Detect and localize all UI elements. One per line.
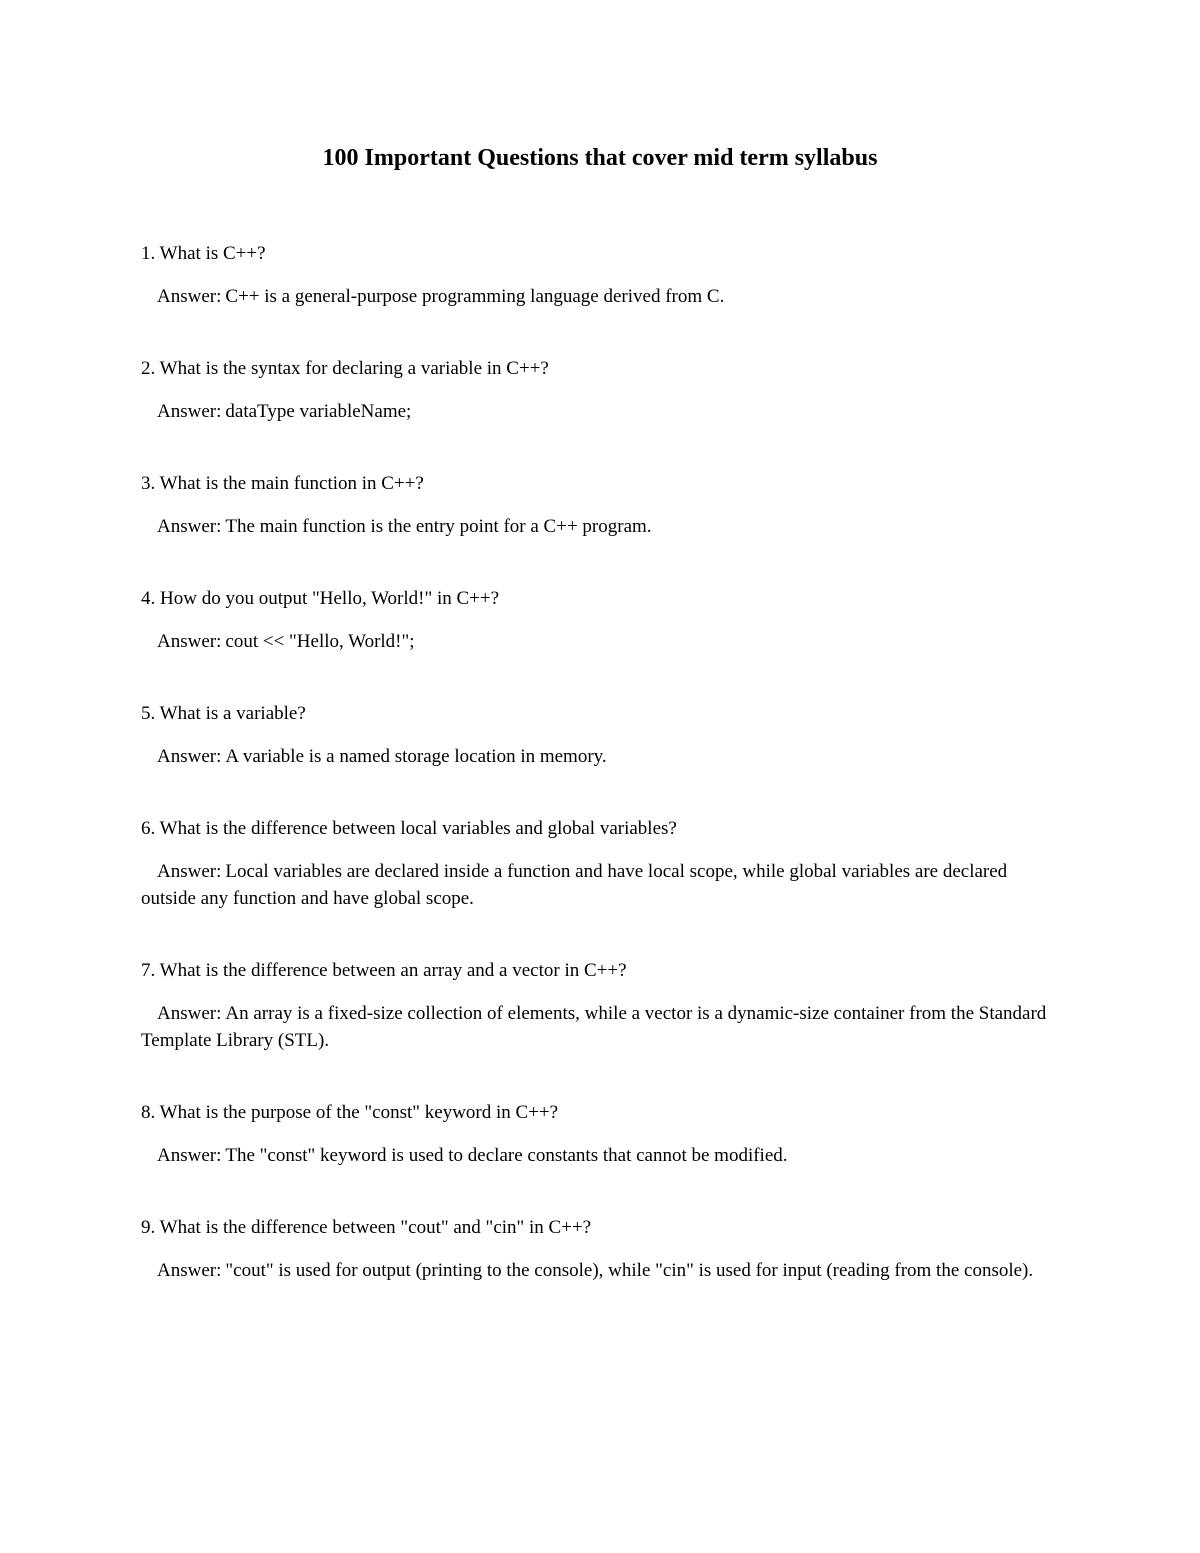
qa-item	[141, 815, 1061, 912]
answer-text	[141, 628, 1061, 655]
question-text	[141, 240, 1061, 267]
answer-label: Answer:	[157, 1145, 222, 1166]
question-body: How do you output "Hello, World!" in C++?	[160, 588, 500, 609]
question-body: What is the difference between "cout" and "cin" in C++?	[159, 1217, 592, 1238]
question-text	[141, 355, 1061, 382]
question-number: 2.	[141, 358, 156, 379]
qa-item	[141, 355, 1061, 425]
question-body: What is the difference between local variables and global variables?	[159, 818, 677, 839]
answer-label: Answer:	[157, 401, 222, 422]
answer-label: Answer:	[157, 1003, 222, 1024]
question-body: What is the syntax for declaring a variable in C++?	[159, 358, 549, 379]
question-body: What is a variable?	[159, 703, 306, 724]
answer-body: C++ is a general-purpose programming language derived from C.	[225, 286, 725, 307]
answer-label: Answer:	[157, 286, 222, 307]
qa-item	[141, 957, 1061, 1054]
answer-text	[141, 1257, 1061, 1284]
qa-item	[141, 470, 1061, 540]
answer-label: Answer:	[157, 746, 222, 767]
question-number: 5.	[141, 703, 156, 724]
question-text	[141, 470, 1061, 497]
question-text	[141, 957, 1061, 984]
answer-text	[141, 743, 1061, 770]
answer-body: Local variables are declared inside a function and have local scope, while global variables are declared outside any function and have global scope.	[141, 861, 1008, 909]
answer-label: Answer:	[157, 516, 222, 537]
answer-body: The "const" keyword is used to declare constants that cannot be modified.	[225, 1145, 788, 1166]
question-text	[141, 1099, 1061, 1126]
answer-body: A variable is a named storage location in memory.	[225, 746, 607, 767]
qa-item	[141, 585, 1061, 655]
answer-body: "cout" is used for output (printing to the console), while "cin" is used for input (reading from the console).	[225, 1260, 1034, 1281]
answer-text	[141, 1142, 1061, 1169]
question-text	[141, 815, 1061, 842]
answer-text	[141, 398, 1061, 425]
question-number: 4.	[141, 588, 156, 609]
qa-item	[141, 1099, 1061, 1169]
answer-body: An array is a fixed-size collection of elements, while a vector is a dynamic-size container from the Standard Template Library (STL).	[141, 1003, 1047, 1051]
question-number: 6.	[141, 818, 156, 839]
question-body: What is the purpose of the "const" keyword in C++?	[159, 1102, 559, 1123]
question-number: 8.	[141, 1102, 156, 1123]
answer-body: The main function is the entry point for a C++ program.	[225, 516, 652, 537]
answer-label: Answer:	[157, 1260, 222, 1281]
question-body: What is the main function in C++?	[159, 473, 424, 494]
answer-text	[141, 1000, 1061, 1054]
qa-item	[141, 240, 1061, 310]
question-number: 9.	[141, 1217, 156, 1238]
answer-body: dataType variableName;	[225, 401, 412, 422]
question-text	[141, 700, 1061, 727]
question-text	[141, 585, 1061, 612]
answer-text	[141, 283, 1061, 310]
answer-body: cout << "Hello, World!";	[225, 631, 415, 652]
question-text	[141, 1214, 1061, 1241]
answer-label: Answer:	[157, 861, 222, 882]
qa-item	[141, 700, 1061, 770]
answer-label: Answer:	[157, 631, 222, 652]
question-number: 3.	[141, 473, 156, 494]
question-body: What is C++?	[159, 243, 266, 264]
question-number: 7.	[141, 960, 156, 981]
question-body: What is the difference between an array and a vector in C++?	[159, 960, 627, 981]
question-number: 1.	[141, 243, 156, 264]
qa-item	[141, 1214, 1061, 1284]
question-list	[141, 240, 1061, 1284]
answer-text	[141, 513, 1061, 540]
answer-text	[141, 858, 1061, 912]
document-title: 100 Important Questions that cover mid term syllabus	[322, 145, 878, 171]
